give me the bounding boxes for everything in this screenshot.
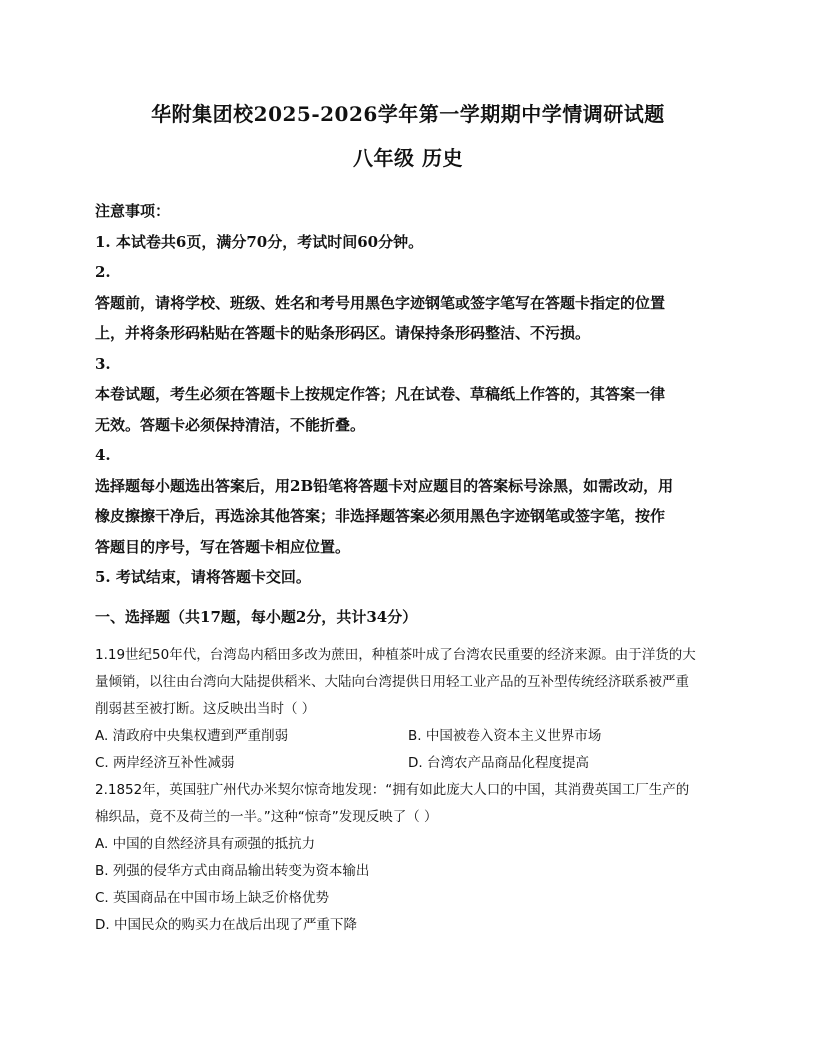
notes-line: 5. 考试结束，请将答题卡交回。 bbox=[95, 568, 311, 586]
notes-line: 答题目的序号，写在答题卡相应位置。 bbox=[95, 537, 351, 556]
notes-line: 选择题每小题选出答案后，用2B铅笔将答题卡对应题目的答案标号涂黑，如需改动，用 bbox=[95, 476, 674, 495]
notes-line: 本卷试题，考生必须在答题卡上按规定作答；凡在试卷、草稿纸上作答的，其答案一律 bbox=[95, 385, 666, 403]
notes-line: 2. bbox=[95, 263, 111, 281]
section-heading: 一、选择题（共17题，每小题2分，共计34分） bbox=[95, 608, 418, 626]
exam-title: 华附集团校2025-2026学年第一学期期中学情调研试题 bbox=[151, 102, 665, 126]
notes-line: 1. 本试卷共6页，满分70分，考试时间60分钟。 bbox=[95, 232, 424, 251]
notes-line: 答题前，请将学校、班级、姓名和考号用黑色字迹钢笔或签字笔写在答题卡指定的位置 bbox=[95, 293, 666, 312]
option-d: D. 台湾农产品商品化程度提高 bbox=[408, 755, 589, 771]
question-stem-line: 1.19世纪50年代，台湾岛内稻田多改为蔗田，种植茶叶成了台湾农民重要的经济来源。由于洋货的大 bbox=[95, 647, 696, 663]
question-stem-line: 2.1852年，英国驻广州代办米契尔惊奇地发现：“拥有如此庞大人口的中国，其消费英国工厂生产的 bbox=[95, 782, 690, 798]
option-a: A. 中国的自然经济具有顽强的抵抗力 bbox=[95, 836, 316, 852]
question-stem-line: 削弱甚至被打断。这反映出当时（ ） bbox=[95, 701, 316, 717]
question-2 bbox=[95, 777, 721, 939]
questions-block bbox=[95, 642, 721, 939]
notes-heading: 注意事项： bbox=[95, 202, 171, 220]
option-b: B. 列强的侵华方式由商品输出转变为资本输出 bbox=[95, 863, 370, 879]
question-stem-line: 棉织品，竟不及荷兰的一半。”这种“惊奇”发现反映了（ ） bbox=[95, 809, 438, 825]
exam-subtitle: 八年级 历史 bbox=[353, 146, 463, 170]
option-b: B. 中国被卷入资本主义世界市场 bbox=[408, 728, 602, 744]
question-options bbox=[95, 723, 721, 777]
notes-block bbox=[95, 196, 715, 593]
notes-line: 4. bbox=[95, 446, 111, 464]
option-c: C. 两岸经济互补性减弱 bbox=[95, 755, 235, 771]
notes-line: 上，并将条形码粘贴在答题卡的贴条形码区。请保持条形码整洁、不污损。 bbox=[95, 324, 591, 342]
question-stem-line: 量倾销，以往由台湾向大陆提供稻米、大陆向台湾提供日用轻工业产品的互补型传统经济联系被严重 bbox=[95, 674, 689, 690]
notes-line: 3. bbox=[95, 354, 111, 373]
option-d: D. 中国民众的购买力在战后出现了严重下降 bbox=[95, 917, 357, 933]
question-1 bbox=[95, 642, 721, 777]
option-a: A. 清政府中央集权遭到严重削弱 bbox=[95, 728, 289, 744]
option-c: C. 英国商品在中国市场上缺乏价格优势 bbox=[95, 890, 330, 906]
notes-line: 无效。答题卡必须保持清洁，不能折叠。 bbox=[95, 415, 366, 434]
notes-line: 橡皮擦擦干净后，再选涂其他答案；非选择题答案必须用黑色字迹钢笔或签字笔，按作 bbox=[95, 507, 666, 525]
